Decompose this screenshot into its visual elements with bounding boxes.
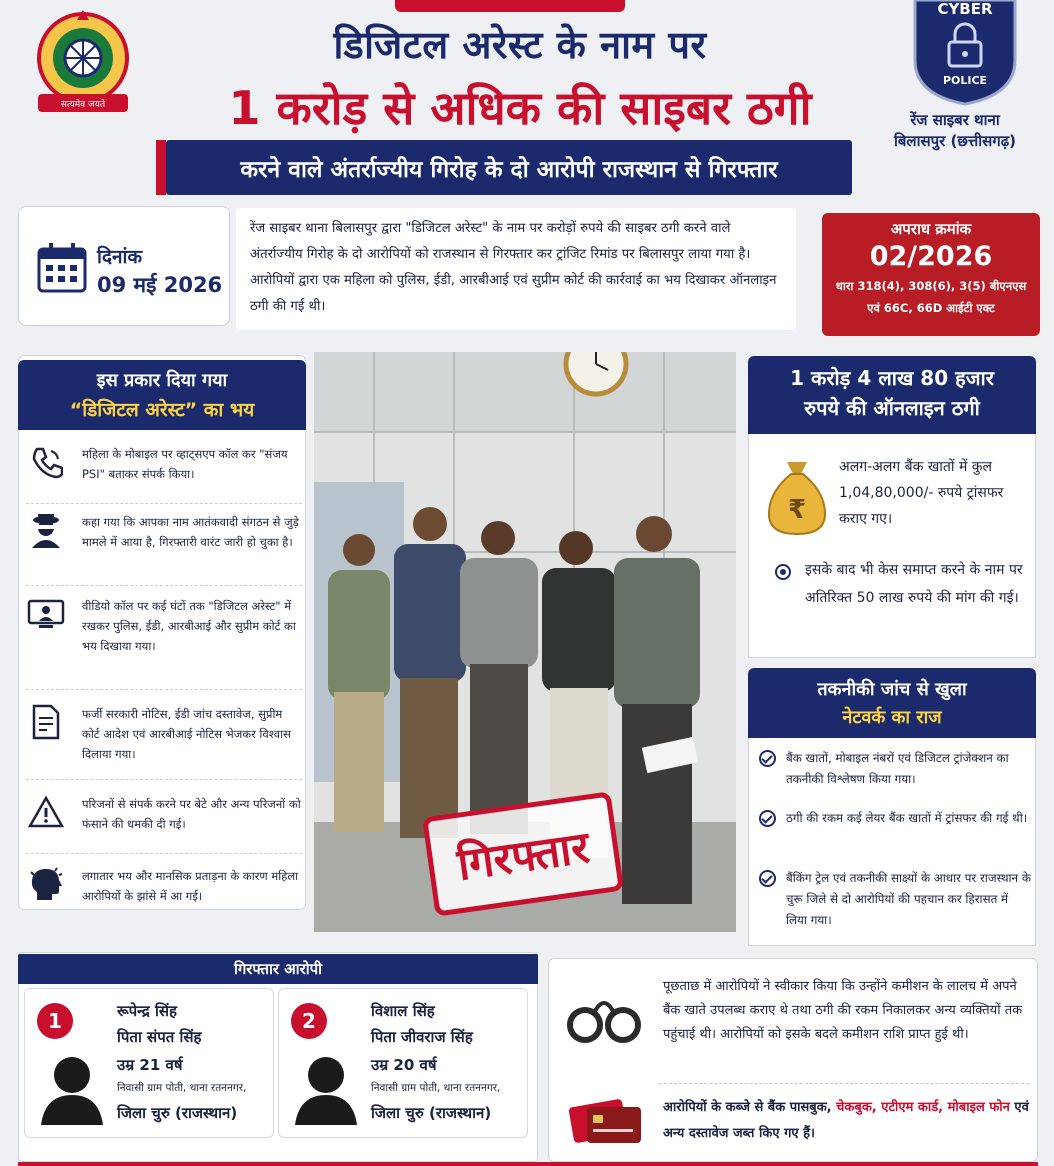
person-silhouette <box>460 521 538 834</box>
accused-card <box>278 988 528 1138</box>
accused-village: निवासी ग्राम पोती, थाना रतननगर, <box>371 1082 501 1094</box>
fear-tactics-heading <box>18 360 306 430</box>
tech-list-item <box>759 808 1031 829</box>
badge-bottom-text: POLICE <box>942 74 988 87</box>
accused-father: पिता जीवराज सिंह <box>371 1028 473 1046</box>
fear-item <box>26 866 302 920</box>
accused-card <box>24 988 274 1138</box>
person-avatar-icon <box>39 1051 105 1125</box>
case-sections-line1: धारा 318(4), 308(6), 3(5) बीएनएस <box>835 279 1027 293</box>
person-silhouette <box>394 507 466 838</box>
emblem-motto: सत्यमेव जयते <box>60 100 106 110</box>
date-label: दिनांक <box>97 246 143 268</box>
target-bullet-icon <box>775 564 791 580</box>
station-line2: बिलासपुर (छत्तीसगढ़) <box>893 132 1017 150</box>
case-sections-line2: एवं 66C, 66D आईटी एक्ट <box>867 301 995 315</box>
fear-item <box>26 444 302 504</box>
station-name <box>860 110 1050 152</box>
accused-district: जिला चुरु (राजस्थान) <box>117 1104 238 1122</box>
accused-age: उम्र 21 वर्ष <box>117 1056 183 1074</box>
date-card <box>18 206 230 326</box>
accused-number: 1 <box>37 1003 73 1039</box>
check-circle-icon <box>759 810 776 827</box>
accused-district: जिला चुरु (राजस्थान) <box>371 1104 492 1122</box>
tech-item-text: ठगी की रकम कई लेयर बैंक खातों में ट्रांसफर की गई थी। <box>786 811 1028 825</box>
fear-heading-line1: इस प्रकार दिया गया <box>96 370 228 391</box>
police-emblem-icon <box>28 6 138 121</box>
page-title-line2: 1 करोड़ से अधिक की साइबर ठगी <box>228 81 812 135</box>
tech-investigation-list <box>748 738 1036 946</box>
svg-text:₹: ₹ <box>787 495 807 525</box>
accused-age: उम्र 20 वर्ष <box>371 1056 437 1074</box>
seized-prefix: आरोपियों के कब्जे से बैंक पासबुक, <box>663 1100 837 1115</box>
case-number-card <box>822 213 1040 336</box>
warning-icon <box>26 794 66 830</box>
fear-item <box>26 794 302 854</box>
case-label: अपराध क्रमांक <box>890 220 972 238</box>
tech-list-item <box>759 868 1031 931</box>
tech-list-item <box>759 748 1031 790</box>
document-icon <box>26 704 66 740</box>
check-circle-icon <box>759 870 776 887</box>
arrested-stamp: गिरफ्तार <box>422 791 624 916</box>
atm-cards-icon <box>567 1093 645 1149</box>
tech-heading-line2: नेटवर्क का राज <box>842 707 942 728</box>
intro-text: रेंज साइबर थाना बिलासपुर द्वारा "डिजिटल अरेस्ट" के नाम पर करोड़ों रुपये की साइबर ठगी करने वाले अंतर्राज्यीय गिरोह के दो आरोपियों को राजस्थान से गिरफ्तार कर ट्रांजिट रिमांड पर बिलासपुर लाया गया है। आरोपियों द्वारा एक महिला को पुलिस, ईडी, आरबीआई एवं सुप्रीम कोर्ट की कार्रवाई का भय दिखाकर ऑनलाइन ठगी की गई थी। <box>236 208 796 330</box>
fear-item-text: लगातार भय और मानसिक प्रताड़ना के कारण महिला आरोपियों के झांसे में आ गई। <box>82 869 299 903</box>
video-call-icon <box>26 596 66 632</box>
tech-heading-line1: तकनीकी जांच से खुला <box>817 679 967 700</box>
accused-number: 2 <box>291 1003 327 1039</box>
cyber-police-badge-icon <box>905 0 1025 106</box>
fear-item-text: फर्जी सरकारी नोटिस, ईडी जांच दस्तावेज, सुप्रीम कोर्ट आदेश एवं आरबीआई नोटिस भेजकर विश्वास दिलाया गया। <box>82 707 291 761</box>
fear-item <box>26 512 302 586</box>
fraud-transfer-text: अलग-अलग बैंक खातों में कुल 1,04,80,000/- रुपये ट्रांसफर कराए गए। <box>839 459 1004 527</box>
top-accent-tab <box>395 0 625 12</box>
fear-item <box>26 596 302 690</box>
fear-item-text: वीडियो कॉल पर कई घंटों तक "डिजिटल अरेस्ट" में रखकर पुलिस, ईडी, आरबीआई और सुप्रीम कोर्ट का भय दिखाया गया। <box>82 599 296 653</box>
fraud-extra-demand-text: इसके बाद भी केस समाप्त करने के नाम पर अतिरिक्त 50 लाख रुपये की मांग की गई। <box>805 562 1023 606</box>
person-silhouette <box>328 534 390 832</box>
fraud-heading-line1: 1 करोड़ 4 लाख 80 हजार <box>790 366 994 390</box>
tech-investigation-heading <box>748 668 1036 738</box>
divider <box>659 1083 1029 1084</box>
money-bag-icon <box>765 456 829 538</box>
handcuffs-icon <box>565 981 643 1059</box>
person-avatar-icon <box>293 1051 359 1125</box>
fear-item-text: कहा गया कि आपका नाम आतंकवादी संगठन से जुड़े मामले में आया है, गिरफ्तारी वारंट जारी हो चुका है। <box>82 515 299 549</box>
tech-item-text: बैंकिंग ट्रेल एवं तकनीकी साक्ष्यों के आधार पर राजस्थान के चुरू जिले से दो आरोपियों की पहचान कर हिरासत में लिया गया। <box>786 871 1031 927</box>
stressed-head-icon <box>26 866 66 902</box>
station-line1: रेंज साइबर थाना <box>910 111 1000 129</box>
bottom-accent-strip <box>18 1162 1038 1166</box>
confession-text: पूछताछ में आरोपियों ने स्वीकार किया कि उन्होंने कमीशन के लालच में अपने बैंक खाते उपलब्ध कराए थे तथा ठगी की रकम निकालकर अन्य व्यक्तियों तक पहुंचाई थी। आरोपियों को इसके बदले कमीशन राशि प्राप्त हुई थी। <box>663 979 1023 1042</box>
fear-item-text: परिजनों से संपर्क करने पर बेटे और अन्य परिजनों को फंसाने की धमकी दी गई। <box>82 797 301 831</box>
fraud-details <box>748 434 1036 658</box>
accused-village: निवासी ग्राम पोती, थाना रतननगर, <box>117 1082 247 1094</box>
page-title-line1: डिजिटल अरेस्ट के नाम पर <box>333 23 707 67</box>
accused-father: पिता संपत सिंह <box>117 1028 202 1046</box>
check-circle-icon <box>759 750 776 767</box>
calendar-icon <box>37 241 87 293</box>
tech-item-text: बैंक खातों, मोबाइल नंबरों एवं डिजिटल ट्रांजेक्शन का तकनीकी विश्लेषण किया गया। <box>786 751 1009 786</box>
date-value: 09 मई 2026 <box>97 273 223 297</box>
fraud-amount-heading <box>748 356 1036 434</box>
phone-call-icon <box>26 444 66 480</box>
seized-items-text <box>663 1095 1033 1147</box>
case-sections <box>822 275 1040 319</box>
masked-person-icon <box>26 512 66 548</box>
confession-panel <box>548 958 1038 1162</box>
fear-item <box>26 704 302 780</box>
seized-suffix: एवं अन्य दस्तावेज जब्त किए गए हैं। <box>663 1100 1029 1141</box>
fraud-heading-line2: रुपये की ऑनलाइन ठगी <box>804 396 980 420</box>
fear-item-text: महिला के मोबाइल पर व्हाट्सएप कॉल कर "संजय PSI" बताकर संपर्क किया। <box>82 447 288 481</box>
badge-top-text: CYBER <box>937 0 993 18</box>
accused-name: विशाल सिंह <box>371 1002 435 1020</box>
arrested-heading: गिरफ्तार आरोपी <box>18 954 538 984</box>
page-subtitle: करने वाले अंतर्राज्यीय गिरोह के दो आरोपी राजस्थान से गिरफ्तार <box>166 140 852 195</box>
accused-name: रूपेन्द्र सिंह <box>117 1002 177 1020</box>
case-number: 02/2026 <box>869 241 993 272</box>
person-silhouette <box>614 516 700 904</box>
seized-items-highlight: चेकबुक, एटीएम कार्ड, मोबाइल फोन <box>836 1100 1010 1115</box>
fear-heading-line2: “डिजिटल अरेस्ट” का भय <box>69 399 255 421</box>
